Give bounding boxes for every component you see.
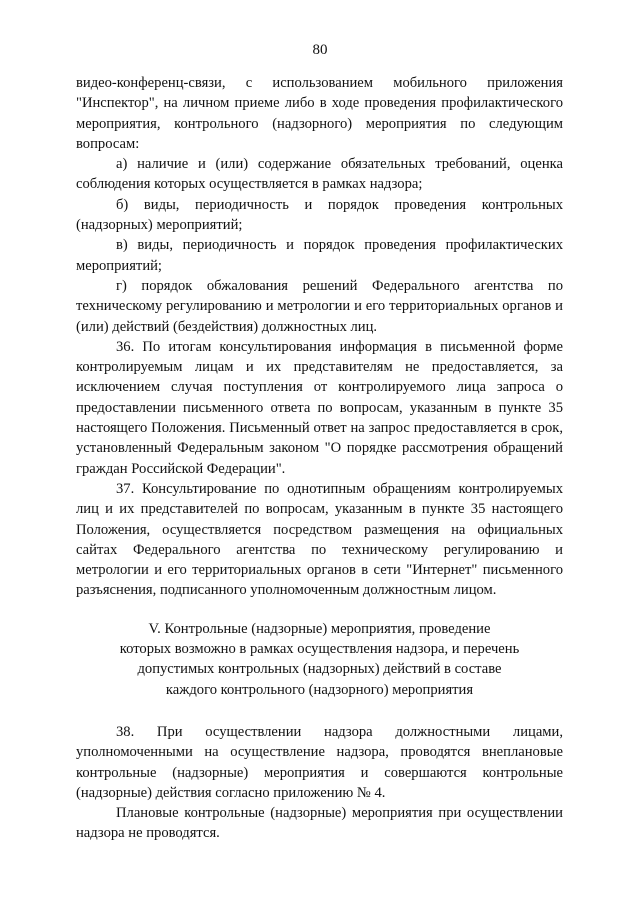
paragraph-37: 37. Консультирование по однотипным обращениям контролируемых лиц и их представителей по вопросам, указанным в пункте 35 настоящего Положения, осуществляется посредством размещения на официальных сайтах Федерального агентства по техническому регулированию и метрологии и его территориальных органов в сети "Интернет" письменного разъяснения, подписанного уполномоченным должностным лицом. xyxy=(76,480,563,599)
section-heading-line: которых возможно в рамках осуществления надзора, и перечень xyxy=(119,641,520,658)
document-body xyxy=(76,73,563,844)
section-heading xyxy=(76,619,563,700)
paragraph-planned-inspections: Плановые контрольные (надзорные) мероприятия при осуществлении надзора не проводятся. xyxy=(76,805,563,842)
list-item-a: а) наличие и (или) содержание обязательных требований, оценка соблюдения которых осуществляется в рамках надзора; xyxy=(76,156,563,193)
list-item-b: б) виды, периодичность и порядок проведения контрольных (надзорных) мероприятий; xyxy=(76,196,563,234)
paragraph-continuation: видео-конференц-связи, с использованием мобильного приложения "Инспектор", на личном приеме либо в ходе проведения профилактического мероприятия, контрольного (надзорного) мероприятия по следующим вопросам: xyxy=(76,75,563,152)
section-heading-line: допустимых контрольных (надзорных) действий в составе xyxy=(137,661,502,678)
paragraph-36: 36. По итогам консультирования информация в письменной форме контролируемым лицам и их представителям не предоставляется, за исключением случая поступления от контролируемого лица запроса о предоставлении письменного ответа по вопросам, указанным в пункте 35 настоящего Положения. Письменный ответ на запрос предоставляется в срок, установленный Федеральным законом "О порядке рассмотрения обращений граждан Российской Федерации". xyxy=(76,338,563,477)
page-number: 80 xyxy=(312,42,328,58)
list-item-c: в) виды, периодичность и порядок проведения профилактических мероприятий; xyxy=(76,237,563,274)
list-item-d: г) порядок обжалования решений Федерального агентства по техническому регулированию и метрологии и его территориальных органов и (или) действий (бездействия) должностных лиц. xyxy=(76,277,563,335)
section-heading-line: каждого контрольного (надзорного) мероприятия xyxy=(165,681,474,698)
section-heading-line: V. Контрольные (надзорные) мероприятия, проведение xyxy=(148,620,491,637)
paragraph-38: 38. При осуществлении надзора должностными лицами, уполномоченными на осуществление надзора, проводятся внеплановые контрольные (надзорные) мероприятия и совершаются контрольные (надзорные) действия согласно приложению № 4. xyxy=(76,723,563,801)
